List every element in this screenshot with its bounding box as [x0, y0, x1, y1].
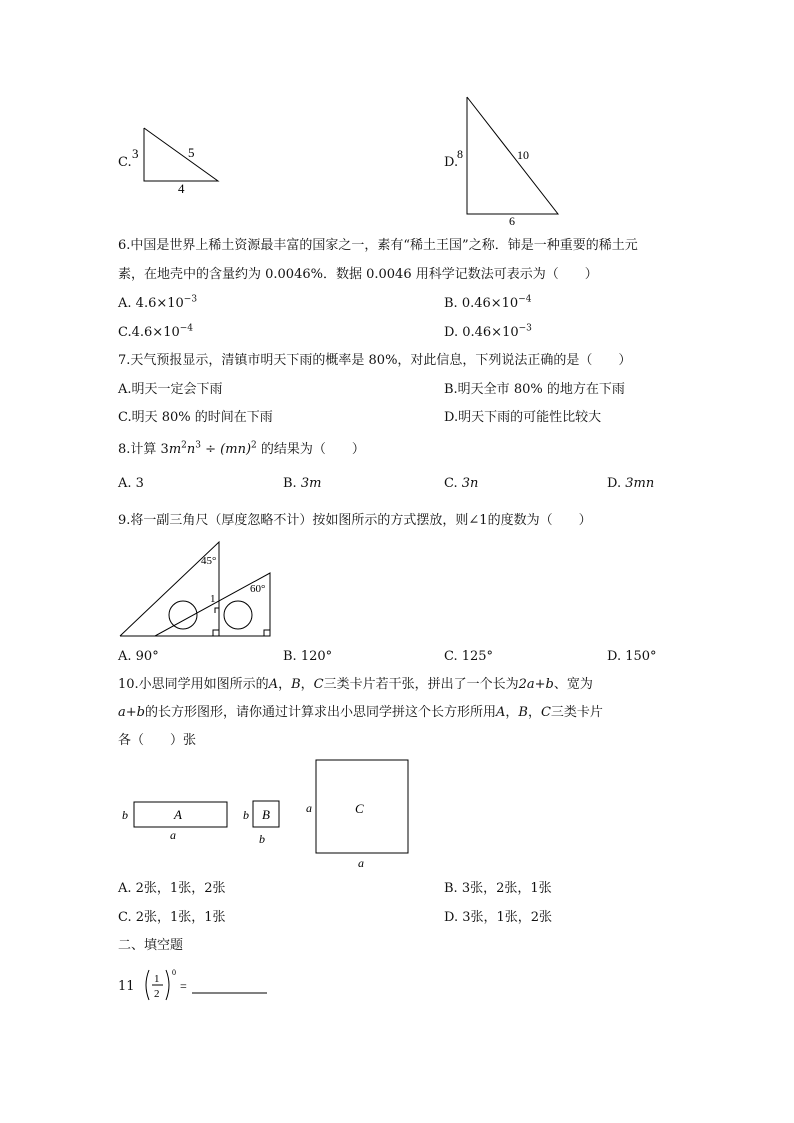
q8-option-a[interactable]: A. 3 — [118, 476, 144, 491]
q10-option-d[interactable]: D. 3张，1张，2张 — [444, 910, 553, 925]
triangle-c-side-b: 4 — [178, 181, 185, 196]
triangle-c-side-a: 3 — [132, 146, 139, 161]
q9-option-a[interactable]: A. 90° — [118, 649, 159, 664]
q8-option-d[interactable]: D. 3mn — [607, 476, 655, 491]
option-d-label: D. — [444, 155, 459, 170]
q9-option-c[interactable]: C. 125° — [444, 649, 494, 664]
q8-option-b[interactable]: B. 3m — [283, 476, 322, 491]
q10-option-c[interactable]: C. 2张，1张，1张 — [118, 910, 226, 925]
card-c-a-left-label: a — [306, 801, 312, 815]
q11-denominator: 2 — [154, 988, 160, 1000]
section-fill-in-title: 二、填空题 — [118, 938, 184, 953]
angle-45-label: 45° — [201, 555, 217, 567]
q11-equals: = — [180, 979, 187, 993]
card-b-b-bottom-label: b — [259, 832, 265, 846]
q11-numerator: 1 — [154, 973, 160, 985]
card-c-a-bottom-label: a — [358, 856, 364, 870]
q9-option-d[interactable]: D. 150° — [607, 649, 657, 664]
card-a-letter: A — [174, 807, 182, 822]
q7-option-d[interactable]: D.明天下雨的可能性比较大 — [444, 410, 602, 425]
option-c-label: C. — [118, 155, 132, 170]
q7-option-a[interactable]: A.明天一定会下雨 — [118, 382, 223, 397]
q9-triangle-rulers-figure — [116, 538, 276, 640]
angle-1-label: 1 — [210, 593, 216, 605]
triangle-c-figure — [128, 120, 228, 200]
triangle-d-figure — [450, 92, 570, 228]
q6-stem-line1: 6.中国是世界上稀土资源最丰富的国家之一，素有“稀土王国”之称．铈是一种重要的稀土元 — [118, 238, 638, 253]
q10-stem-line2: a+b的长方形图形，请你通过计算求出小思同学拼这个长方形所用A，B，C三类卡片 — [118, 705, 603, 720]
q9-option-b[interactable]: B. 120° — [283, 649, 333, 664]
q11-answer-blank[interactable] — [190, 992, 266, 1008]
q8-option-c[interactable]: C. 3n — [444, 476, 479, 491]
q10-stem-line3: 各（ ）张 — [118, 733, 197, 748]
q6-option-c[interactable]: $C.4.6\times 10^{-4}$ — [118, 323, 194, 340]
triangle-d-side-b: 6 — [509, 214, 515, 228]
card-b-b-left-label: b — [243, 808, 249, 822]
q7-option-b[interactable]: B.明天全市 80% 的地方在下雨 — [444, 382, 625, 397]
q11-exponent: 0 — [172, 968, 176, 977]
card-a-b-label: b — [122, 808, 128, 822]
q10-option-a[interactable]: A. 2张，1张，2张 — [118, 881, 226, 896]
triangle-d-side-a: 8 — [457, 147, 463, 161]
q10-option-b[interactable]: B. 3张，2张，1张 — [444, 881, 552, 896]
q8-stem: 8.计算 $3m^2n^3 \div (mn)^2$ 的结果为（ ） — [118, 440, 365, 457]
q11-number: 11 — [118, 979, 135, 994]
triangle-d-side-c: 10 — [517, 148, 529, 162]
card-b-letter: B — [262, 807, 270, 822]
q7-stem: 7.天气预报显示，清镇市明天下雨的概率是 80%，对此信息，下列说法正确的是（ ） — [118, 353, 632, 368]
q10-stem-line1: 10.小思同学用如图所示的A，B，C三类卡片若干张，拼出了一个长为2a+b、宽为 — [118, 677, 593, 692]
q9-stem: 9.将一副三角尺（厚度忽略不计）按如图所示的方式摆放，则∠1的度数为（ ） — [118, 513, 592, 528]
q10-cards-figure — [116, 756, 416, 876]
q6-option-a[interactable]: A. $4.6\times 10^{-3}$ — [118, 294, 198, 311]
q6-option-b[interactable]: B. $0.46\times 10^{-4}$ — [444, 294, 532, 311]
card-c-letter: C — [355, 801, 364, 816]
triangle-c-side-c: 5 — [188, 145, 195, 160]
card-a-a-label: a — [170, 828, 176, 842]
q6-option-d[interactable]: D. $0.46\times 10^{-3}$ — [444, 323, 532, 340]
q6-stem-line2: 素，在地壳中的含量约为 0.0046%．数据 0.0046 用科学记数法可表示为（ ） — [118, 267, 598, 282]
q7-option-c[interactable]: C.明天 80% 的时间在下雨 — [118, 410, 273, 425]
angle-60-label: 60° — [250, 583, 266, 595]
